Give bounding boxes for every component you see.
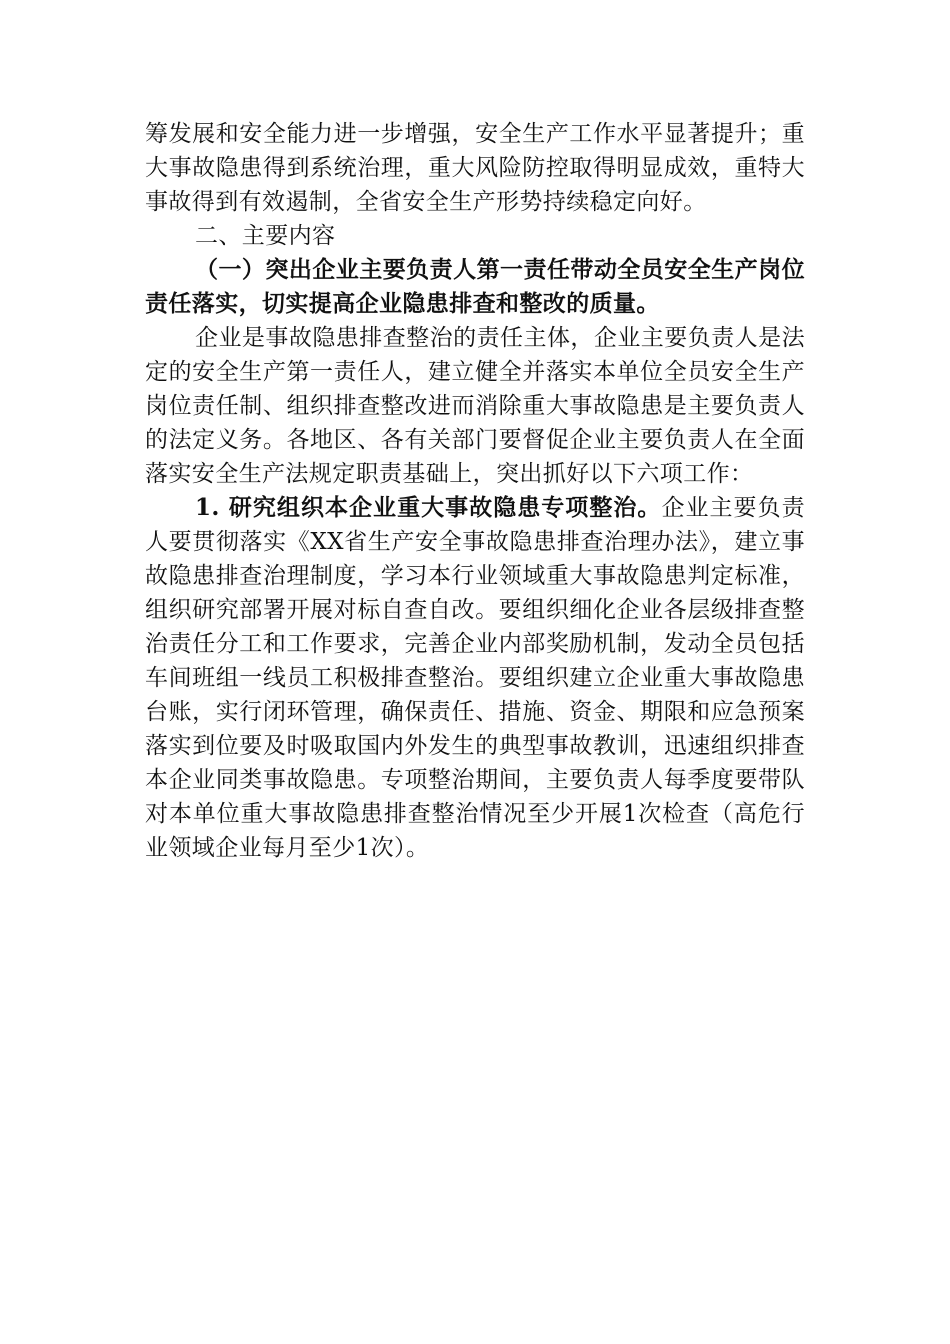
subsection-heading: （一）突出企业主要负责人第一责任带动全员安全生产岗位责任落实，切实提高企业隐患排查和整改的质量。 bbox=[145, 256, 805, 317]
item-1-body: 企业主要负责人要贯彻落实《XX省生产安全事故隐患排查治理办法》，建立事故隐患排查治理制度，学习本行业领域重大事故隐患判定标准，组织研究部署开展对标自查自改。要组织细化企业各层级排查整治责任分工和工作要求，完善企业内部奖励机制，发动全员包括车间班组一线员工积极排查整治。要组织建立企业重大事故隐患台账，实行闭环管理，确保责任、措施、资金、期限和应急预案落实到位要及时吸取国内外发生的典型事故教训，迅速组织排查本企业同类事故隐患。专项整治期间，主要负责人每季度要带队对本单位重大事故隐患排查整治情况至少开展1次检查（高危行业领域企业每月至少1次）。 bbox=[145, 495, 805, 861]
document-body bbox=[145, 117, 805, 865]
item-1-title: 1. 研究组织本企业重大事故隐患专项整治。 bbox=[195, 494, 662, 521]
paragraph-continuation: 筹发展和安全能力进一步增强，安全生产工作水平显著提升；重大事故隐患得到系统治理，重大风险防控取得明显成效，重特大事故得到有效遏制，全省安全生产形势持续稳定向好。 bbox=[145, 121, 805, 215]
section-heading: 二、主要内容 bbox=[195, 223, 336, 249]
paragraph-item-1 bbox=[145, 491, 805, 865]
paragraph-responsibility: 企业是事故隐患排查整治的责任主体，企业主要负责人是法定的安全生产第一责任人，建立健全并落实本单位全员安全生产岗位责任制、组织排查整改进而消除重大事故隐患是主要负责人的法定义务。各地区、各有关部门要督促企业主要负责人在全面落实安全生产法规定职责基础上，突出抓好以下六项工作： bbox=[145, 325, 805, 487]
